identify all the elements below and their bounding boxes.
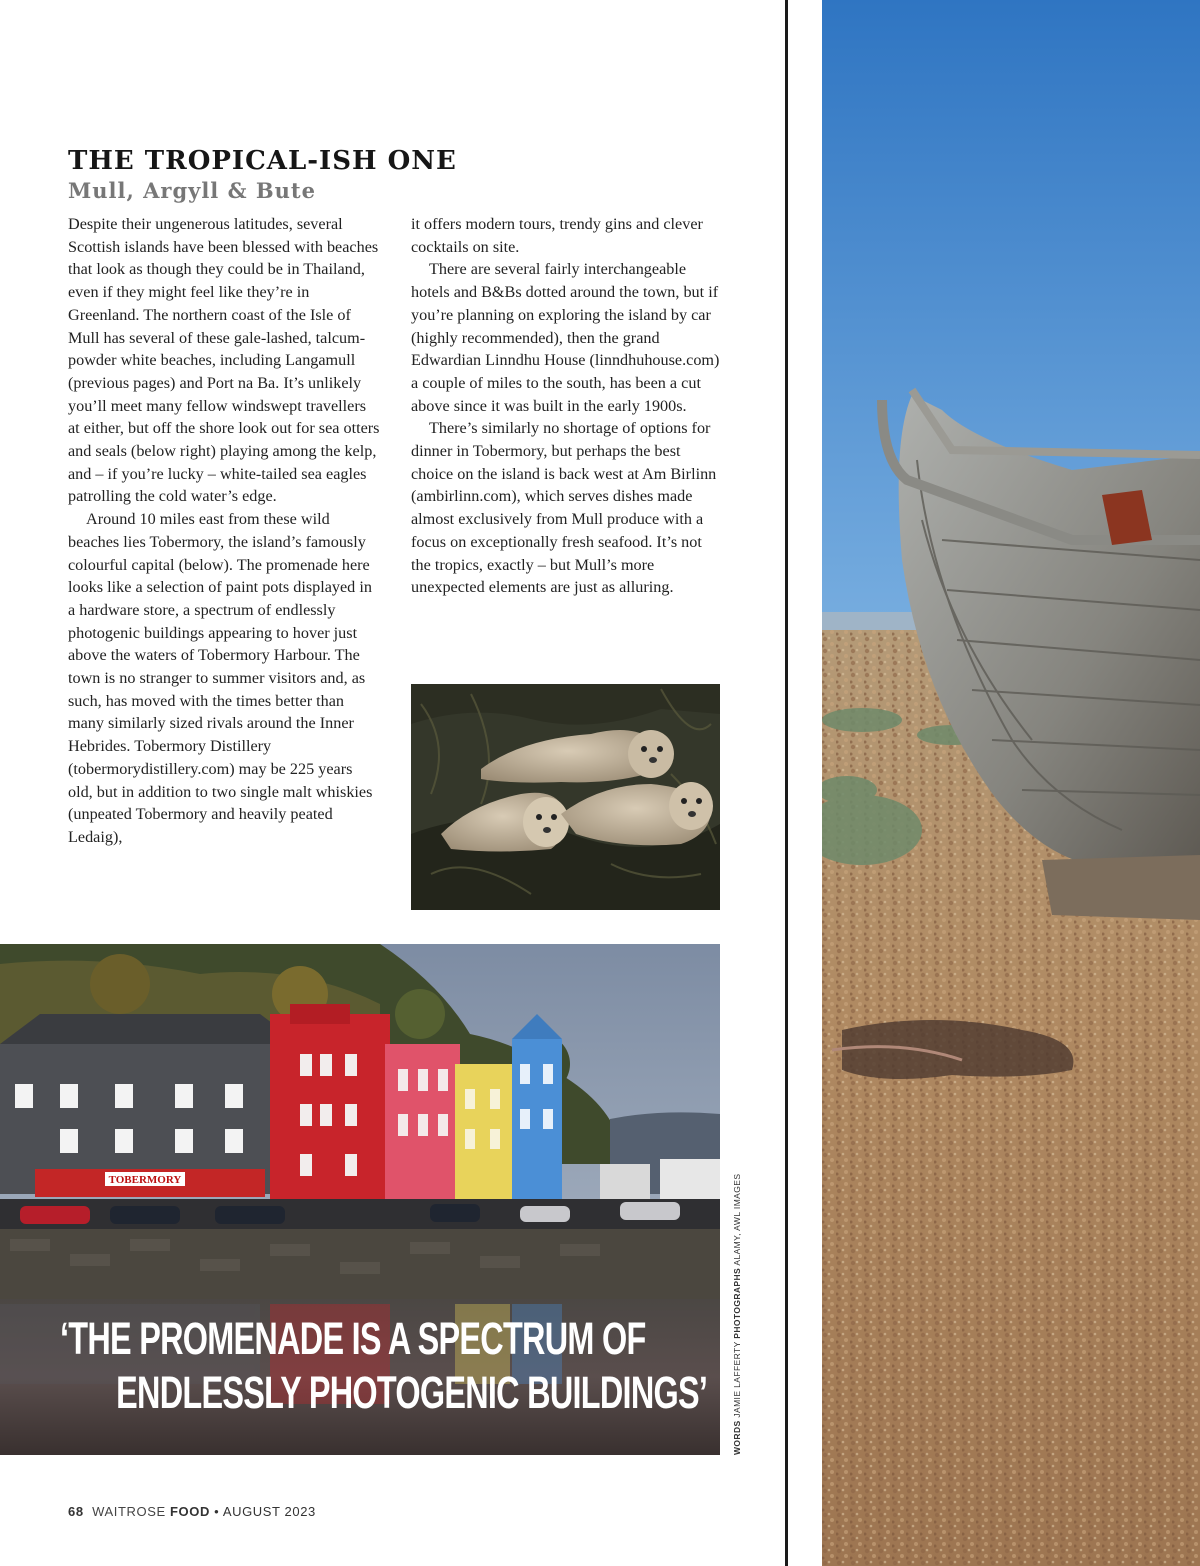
pull-quote-line-2: ENDLESSLY PHOTOGENIC BUILDINGS’	[116, 1367, 708, 1418]
words-credit: JAMIE LAFFERTY	[732, 1341, 742, 1418]
article-subheading: Mull, Argyll & Bute	[68, 178, 316, 203]
article-column-1	[68, 213, 380, 849]
photographs-label: PHOTOGRAPHS	[732, 1267, 742, 1339]
magazine-name: WAITROSE	[92, 1504, 166, 1519]
footer-separator: •	[214, 1504, 220, 1519]
paragraph: Around 10 miles east from these wild beaches lies Tobermory, the island’s famously colourful capital (below). The promenade here looks like a selection of paint pots displayed in a hardware store, a spectrum of endlessly photogenic buildings appearing to hover just above the waters of Tobermory Harbour. The town is no stranger to summer visitors and, as such, has moved with the times better than many similarly sized rivals around the Inner Hebrides. Tobermory Distillery (tobermorydistillery.com) may be 225 years old, but in addition to two single malt whiskies (unpeated Tobermory and heavily peated Ledaig),	[68, 510, 373, 846]
seals-illustration	[411, 684, 720, 910]
paragraph: Despite their ungenerous latitudes, several Scottish islands have been blessed with beaches that look as though they could be in Thailand, even if they might feel like they’re in Greenland. The northern coast of the Isle of Mull has several of these gale-lashed, talcum-powder white beaches, including Langamull (previous pages) and Port na Ba. It’s unlikely you’ll meet many fellow windswept travellers at either, but off the shore look out for sea otters and seals (below right) playing among the kelp, and – if you’re lucky – white-tailed sea eagles patrolling the cold water’s edge.	[68, 215, 380, 506]
words-label: WORDS	[732, 1420, 742, 1455]
paragraph: There’s similarly no shortage of options for dinner in Tobermory, but perhaps the best choice on the island is back west at Am Birlinn (ambirlinn.com), which serves dishes made almost exclusively from Mull produce with a focus on exceptionally fresh seafood. It’s not the tropics, exactly – but Mull’s more unexpected elements are just as alluring.	[411, 419, 717, 597]
paragraph: There are several fairly interchangeable hotels and B&Bs dotted around the town, but if you’re planning on exploring the island by car (highly recommended), then the grand Edwardian Linndhu House (linndhuhouse.com) a couple of miles to the south, has been a cut above since it was built in the early 1900s.	[411, 260, 720, 415]
photographs-credit: ALAMY, AWL IMAGES	[732, 1173, 742, 1266]
photo-credits	[732, 1174, 742, 1455]
pull-quote-line-1: ‘THE PROMENADE IS A SPECTRUM OF	[60, 1313, 646, 1364]
article-column-2	[411, 213, 723, 599]
issue-date: AUGUST 2023	[222, 1504, 316, 1519]
tobermory-sign: TOBERMORY	[108, 1174, 182, 1186]
seals-photo	[411, 684, 720, 910]
boat-on-shingle-photo	[822, 0, 1200, 1566]
pull-quote	[60, 1312, 708, 1420]
page-gutter-divider	[785, 0, 788, 1566]
paragraph: it offers modern tours, trendy gins and clever cocktails on site.	[411, 215, 703, 256]
magazine-name-bold: FOOD	[169, 1504, 210, 1519]
article-heading: THE TROPICAL-ISH ONE	[68, 146, 457, 176]
boat-illustration	[822, 0, 1200, 1566]
page-number: 68	[68, 1504, 84, 1519]
page-footer	[68, 1504, 316, 1519]
